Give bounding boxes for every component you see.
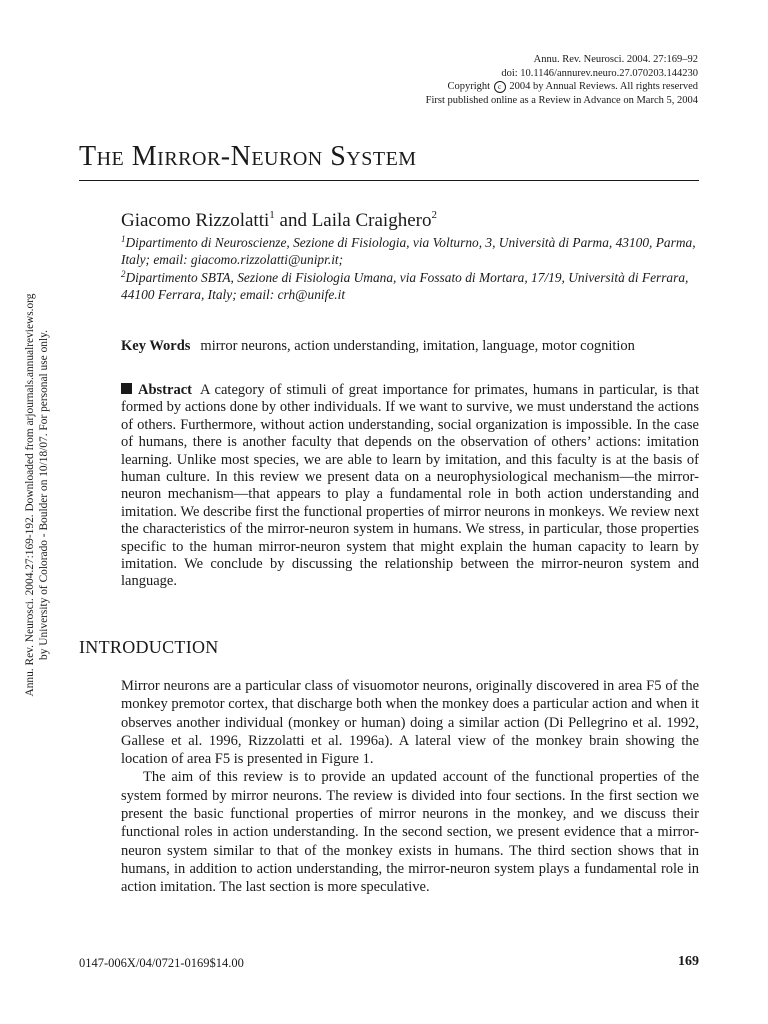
paragraph: The aim of this review is to provide an updated account of the functional properties of the system formed by mirror neurons. The review is divided into four sections. In the first section we present the basic functional properties of mirror neurons in the monkey, and we discuss their functional roles in action understanding. In the second section, we present evidence that a mirror-neuron system similar to that of the monkey exists in humans. The third section shows that in humans, in addition to action understanding, the mirror-neuron system plays a fundamental role in action imitation. The last section is more speculative.: [121, 769, 699, 896]
watermark-line-2: by University of Colorado - Boulder on 10/18/07. For personal use only.: [37, 330, 50, 660]
author-2-affil-marker: 2: [431, 209, 437, 221]
affiliation-1-text: Dipartimento di Neuroscienze, Sezione di Fisiologia, via Volturno, 3, Università di Parma, 43100, Parma, Italy; email: giacomo.rizzolatti@unipr.it;: [121, 235, 696, 268]
abstract-label: Abstract: [138, 382, 192, 398]
square-bullet-icon: [121, 383, 132, 394]
affiliation-1-marker: 1: [121, 234, 126, 244]
citation-line: Annu. Rev. Neurosci. 2004. 27:169–92: [533, 54, 698, 65]
affiliation-2-text: Dipartimento SBTA, Sezione di Fisiologia Umana, via Fossato di Mortara, 17/19, Università di Ferrara, 44100 Ferrara, Italy; email: crh@unife.it: [121, 269, 689, 303]
section-heading-introduction: INTRODUCTION: [79, 637, 219, 657]
article-title: The Mirror-Neuron System: [79, 140, 699, 181]
footer-code: 0147-006X/04/0721-0169$14.00: [79, 956, 244, 970]
affiliation-1: [121, 234, 701, 269]
abstract-text: A category of stimuli of great importance for primates, humans in particular, is that formed by actions done by other individuals. If we want to survive, we must understand the actions of others. Furthermore, without action understanding, social organization is impossible. In the case of humans, there is another faculty that depends on the observation of others’ actions: imitation learning. Unlike most species, we are able to learn by imitation, and this faculty is at the basis of human culture. In this review we present data on a neurophysiological mechanism—the mirror-neuron mechanism—that appears to play a fundamental role in both action understanding and imitation. We describe first the functional properties of mirror neurons in monkeys. We review next the characteristics of the mirror-neuron system in humans. We stress, in particular, those properties specific to the human mirror-neuron system that might explain the human capacity to learn by imitation. We conclude by discussing the relationship between the mirror-neuron system and language.: [121, 382, 699, 590]
paragraph: Mirror neurons are a particular class of visuomotor neurons, originally discovered in area F5 of the monkey premotor cortex, that discharge both when the monkey does a particular action and when it observes another individual (monkey or human) doing a similar action (Di Pellegrino et al. 1992, Gallese et al. 1996, Rizzolatti et al. 1996a). A lateral view of the monkey brain showing the location of area F5 is presented in Figure 1.: [121, 678, 699, 768]
published-line: First published online as a Review in Advance on March 5, 2004: [425, 94, 698, 106]
copyright-text: 2004 by Annual Reviews. All rights reserved: [509, 81, 698, 92]
download-watermark: [24, 270, 51, 720]
copyright-icon: c: [494, 81, 506, 93]
doi-line: doi: 10.1146/annurev.neuro.27.070203.144230: [501, 67, 698, 79]
copyright-line: [278, 80, 698, 94]
author-connector: and: [274, 210, 312, 231]
author-1: Giacomo Rizzolatti: [121, 210, 270, 231]
affiliations: [121, 234, 701, 304]
journal-header: [278, 53, 698, 107]
abstract: [121, 382, 699, 591]
keywords-text: mirror neurons, action understanding, imitation, language, motor cognition: [200, 338, 635, 354]
author-2: Laila Craighero: [311, 210, 432, 231]
introduction-body: [121, 677, 699, 897]
copyright-label: Copyright: [447, 81, 491, 92]
author-line: [121, 208, 701, 234]
affiliation-2: [121, 269, 701, 304]
author-1-affil-marker: 1: [269, 209, 275, 221]
affiliation-2-marker: 2: [121, 268, 126, 279]
keywords-label: Key Words: [121, 338, 191, 354]
page-number: 169: [678, 954, 699, 969]
watermark-line-1: Annu. Rev. Neurosci. 2004.27:169-192. Downloaded from arjournals.annualreviews.org: [24, 293, 36, 697]
keywords: [121, 338, 696, 356]
